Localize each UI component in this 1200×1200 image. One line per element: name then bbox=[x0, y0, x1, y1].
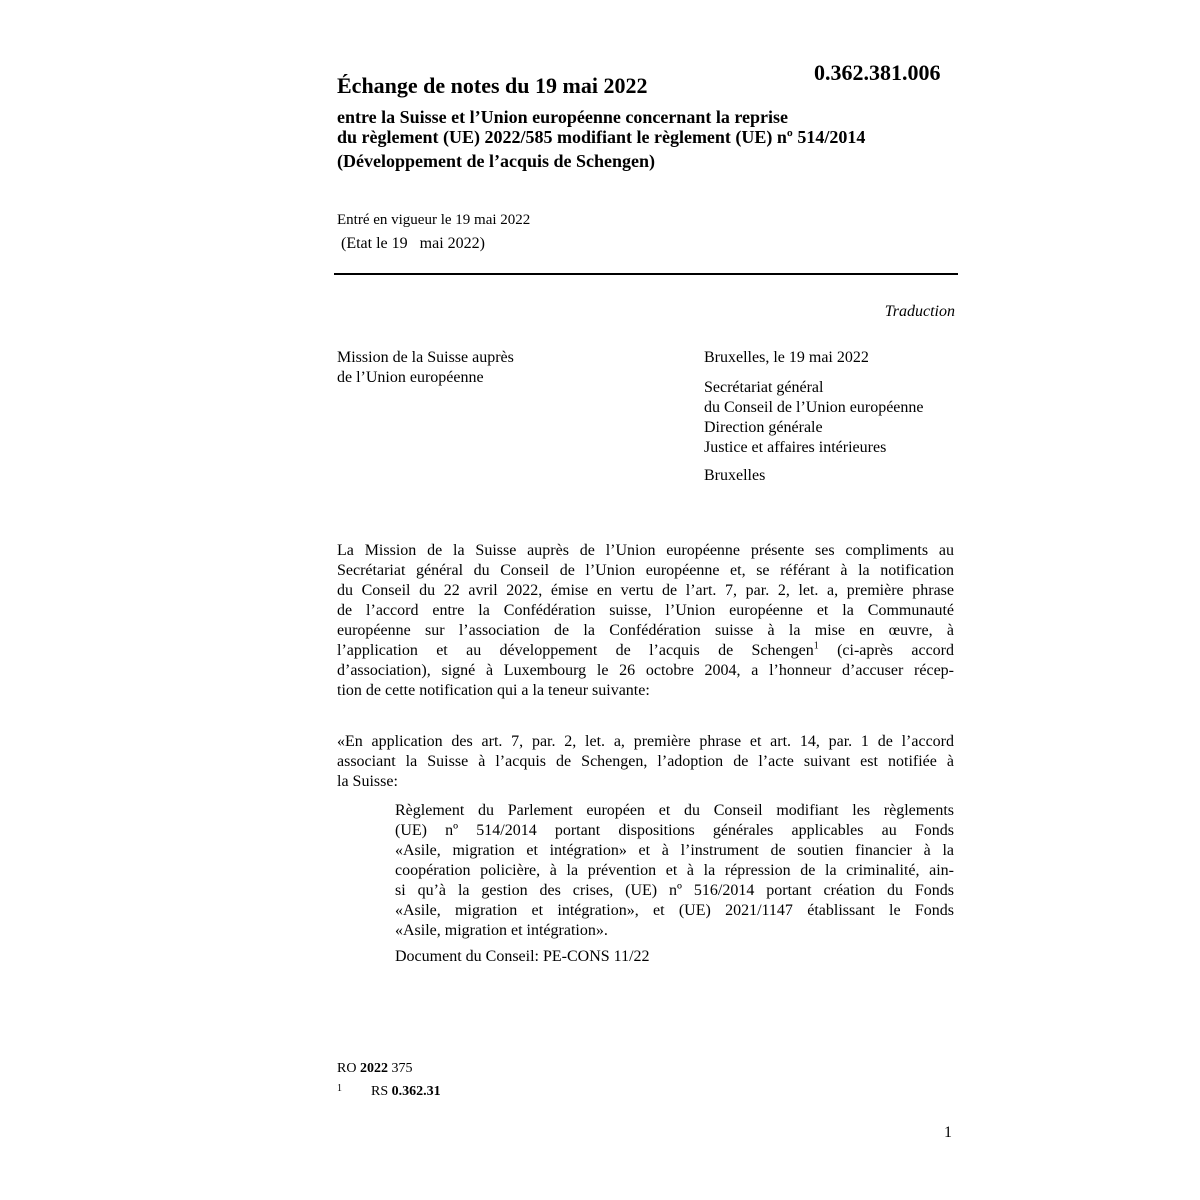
page-number: 1 bbox=[944, 1124, 952, 1141]
paragraph-line: «En application des art. 7, par. 2, let. a, première phrase et art. 14, par. 1 de l’accord bbox=[337, 733, 954, 750]
paragraph-line: de l’accord entre la Confédération suisse, l’Union européenne et la Communauté bbox=[337, 602, 954, 619]
quote-line: si qu’à la gestion des crises, (UE) nº 516/2014 portant création du Fonds bbox=[395, 882, 954, 899]
address-line: Secrétariat général bbox=[704, 379, 824, 396]
subtitle-line: (Développement de l’acquis de Schengen) bbox=[337, 151, 655, 171]
paragraph-line: Secrétariat général du Conseil de l’Union européenne et, se référant à la notification bbox=[337, 562, 954, 579]
footnote-reference[interactable]: 1 bbox=[813, 640, 819, 652]
body-paragraph-1 bbox=[337, 541, 954, 701]
paragraph-line: la Suisse: bbox=[337, 773, 398, 790]
entry-into-force: Entré en vigueur le 19 mai 2022 bbox=[337, 212, 531, 228]
paragraph-line: européenne sur l’association de la Confédération suisse à la mise en œuvre, à bbox=[337, 622, 954, 639]
footer-notes bbox=[337, 1059, 441, 1102]
subtitle-line: du règlement (UE) 2022/585 modifiant le règlement (UE) nº 514/2014 bbox=[337, 127, 866, 147]
footnote-mark: 1 bbox=[337, 1083, 342, 1094]
ro-year: 2022 bbox=[359, 1061, 388, 1076]
translation-label: Traduction bbox=[884, 303, 955, 320]
sender-block bbox=[337, 348, 514, 388]
document-meta bbox=[337, 210, 530, 254]
quote-line: «Asile, migration et intégration», et (UE) 2021/1147 établissant le Fonds bbox=[395, 902, 954, 919]
body-paragraph-2 bbox=[337, 732, 954, 792]
document-subtitle bbox=[337, 107, 865, 171]
place-date: Bruxelles, le 19 mai 2022 bbox=[704, 349, 869, 366]
paragraph-line-with-footnote bbox=[337, 641, 954, 661]
paragraph-line: du Conseil du 22 avril 2022, émise en vertu de l’art. 7, par. 2, let. a, première phrase bbox=[337, 582, 954, 599]
document-title: Échange de notes du 19 mai 2022 bbox=[337, 73, 648, 98]
council-document-reference: Document du Conseil: PE-CONS 11/22 bbox=[395, 948, 650, 965]
quote-line: Règlement du Parlement européen et du Conseil modifiant les règlements bbox=[395, 802, 954, 819]
quote-line: «Asile, migration et intégration». bbox=[395, 922, 608, 939]
subtitle-line: entre la Suisse et l’Union européenne concernant la reprise bbox=[337, 107, 788, 127]
sender-line: de l’Union européenne bbox=[337, 369, 484, 386]
address-line: du Conseil de l’Union européenne bbox=[704, 399, 924, 416]
quote-line: (UE) nº 514/2014 portant dispositions générales applicables au Fonds bbox=[395, 822, 954, 839]
sr-number: 0.362.381.006 bbox=[814, 60, 941, 85]
ro-prefix: RO bbox=[337, 1061, 360, 1076]
paragraph-line: associant la Suisse à l’acquis de Schengen, l’adoption de l’acte suivant est notifiée à bbox=[337, 753, 954, 770]
paragraph-line: tion de cette notification qui a la teneur suivante: bbox=[337, 682, 650, 699]
address-line: Direction générale bbox=[704, 419, 823, 436]
sender-line: Mission de la Suisse auprès bbox=[337, 349, 514, 366]
ro-reference bbox=[337, 1059, 441, 1079]
paragraph-line-text: (ci-après accord bbox=[818, 642, 954, 659]
address-line: Justice et affaires intérieures bbox=[704, 439, 887, 456]
paragraph-line: d’association), signé à Luxembourg le 26 octobre 2004, a l’honneur d’accuser récep- bbox=[337, 662, 954, 679]
footnote bbox=[337, 1079, 441, 1102]
quote-line: «Asile, migration et intégration» et à l’instrument de soutien financier à la bbox=[395, 842, 954, 859]
recipient-block bbox=[704, 348, 924, 486]
recipient-address bbox=[704, 378, 924, 458]
status-date: (Etat le 19 mai 2022) bbox=[337, 235, 485, 252]
footnote-prefix: RS bbox=[371, 1084, 392, 1099]
quote-line: coopération policière, à la prévention et à la répression de la criminalité, ain- bbox=[395, 862, 954, 879]
recipient-city: Bruxelles bbox=[704, 467, 766, 484]
header-divider bbox=[334, 273, 958, 275]
paragraph-line-text: l’application et au développement de l’acquis de Schengen bbox=[337, 642, 814, 659]
paragraph-line: La Mission de la Suisse auprès de l’Union européenne présente ses compliments au bbox=[337, 542, 954, 559]
ro-page: 375 bbox=[387, 1061, 413, 1076]
footnote-link[interactable]: 0.362.31 bbox=[391, 1084, 441, 1099]
notified-act-quote bbox=[395, 801, 954, 941]
